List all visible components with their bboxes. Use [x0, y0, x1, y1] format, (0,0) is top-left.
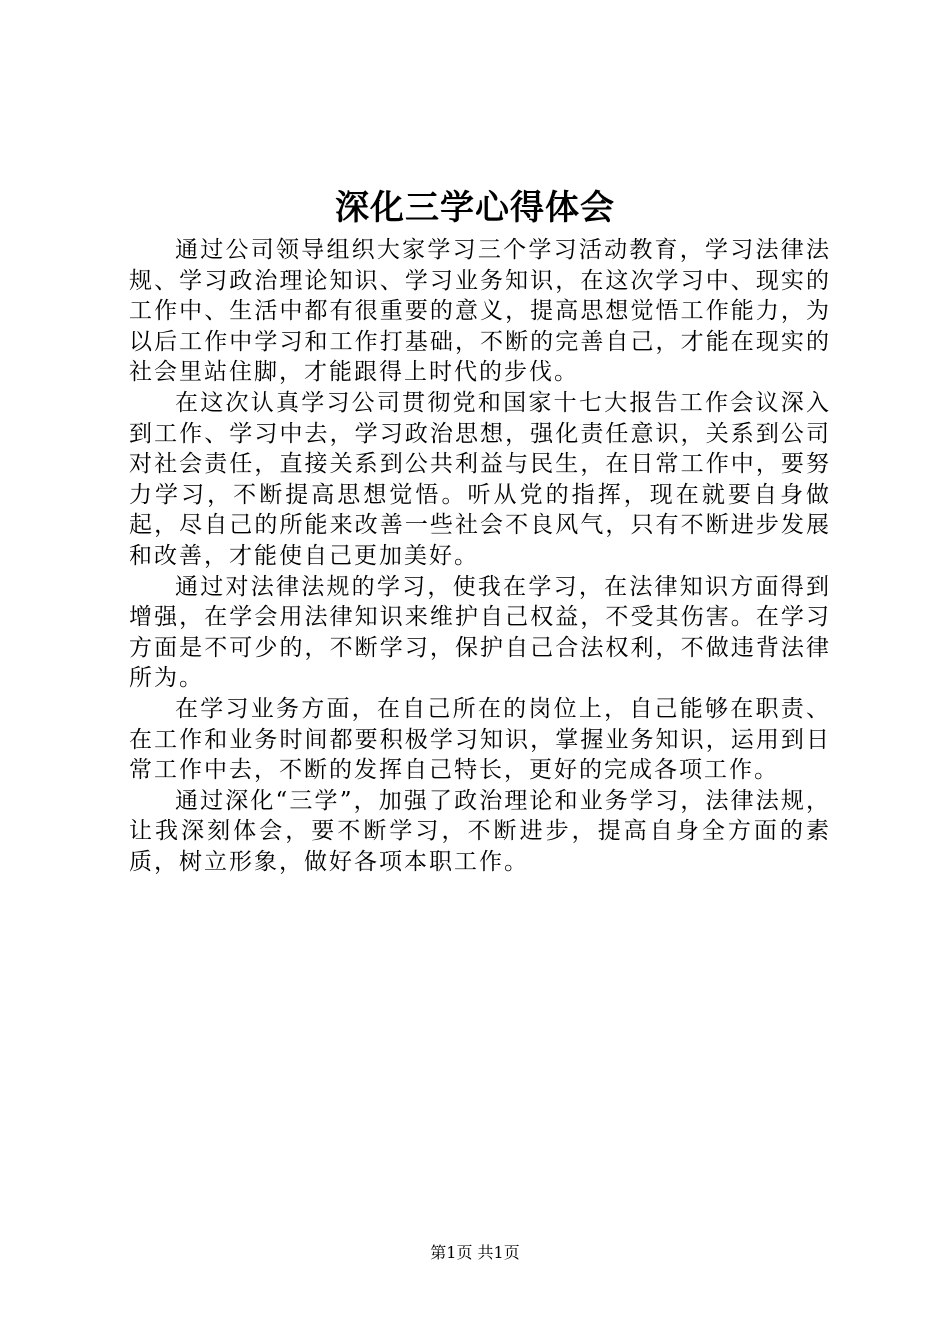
document-title: 深化三学心得体会 — [335, 188, 615, 228]
paragraph-4: 在学习业务方面，在自己所在的岗位上，自己能够在职责、在工作和业务时间都要积极学习知识，掌握业务知识，运用到日常工作中去，不断的发挥自己特长，更好的完成各项工作。 — [129, 695, 831, 784]
page-footer: 第1页 共1页 — [430, 1243, 520, 1262]
paragraph-3: 通过对法律法规的学习，使我在学习，在法律知识方面得到增强，在学会用法律知识来维护自己权益，不受其伤害。在学习方面是不可少的，不断学习，保护自己合法权利，不做违背法律所为。 — [129, 573, 831, 692]
paragraph-1: 通过公司领导组织大家学习三个学习活动教育，学习法律法规、学习政治理论知识、学习业务知识，在这次学习中、现实的工作中、生活中都有很重要的意义，提高思想觉悟工作能力，为以后工作中学习和工作打基础，不断的完善自己，才能在现实的社会里站住脚，才能跟得上时代的步伐。 — [129, 237, 831, 386]
paragraph-5: 通过深化“三学”，加强了政治理论和业务学习，法律法规，让我深刻体会，要不断学习，不断进步，提高自身全方面的素质，树立形象，做好各项本职工作。 — [129, 787, 831, 875]
paragraph-2: 在这次认真学习公司贯彻党和国家十七大报告工作会议深入到工作、学习中去，学习政治思想，强化责任意识，关系到公司对社会责任，直接关系到公共利益与民生，在日常工作中，要努力学习，不断提高思想觉悟。听从党的指挥，现在就要自身做起，尽自己的所能来改善一些社会不良风气，只有不断进步发展和改善，才能使自己更加美好。 — [129, 389, 831, 569]
document-body — [129, 235, 831, 877]
